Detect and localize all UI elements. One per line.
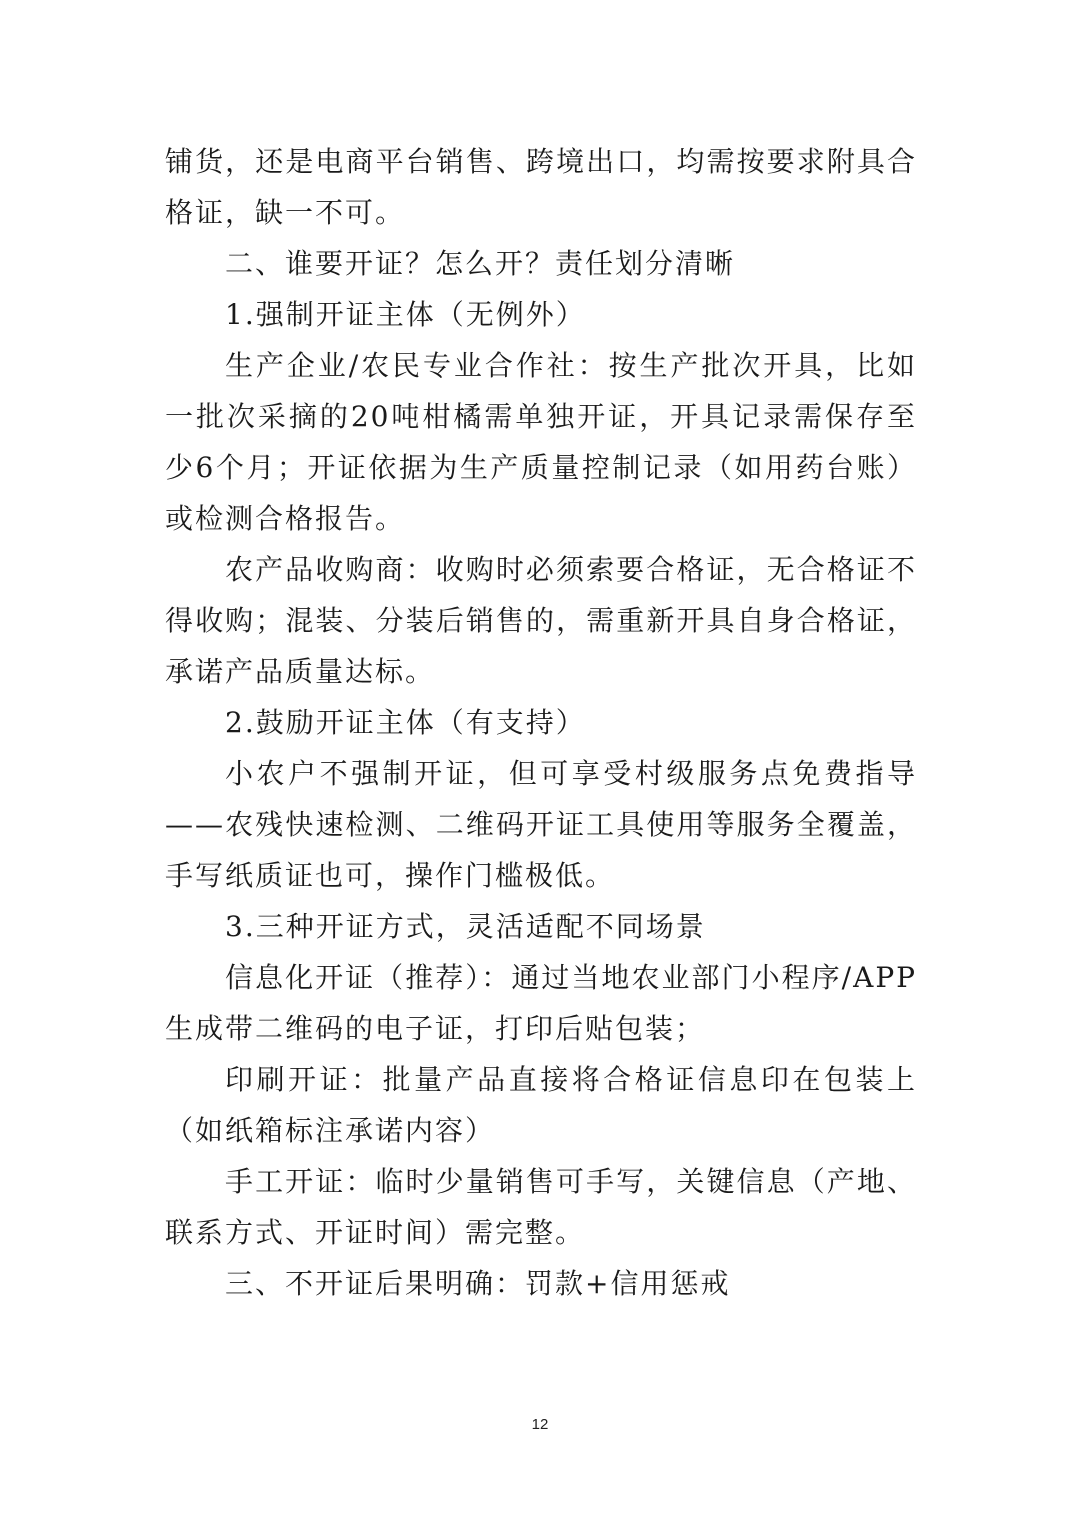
paragraph: 信息化开证（推荐）：通过当地农业部门小程序/APP生成带二维码的电子证，打印后贴包装； xyxy=(165,961,917,1045)
paragraph: 农产品收购商：收购时必须索要合格证，无合格证不得收购；混装、分装后销售的，需重新开具自身合格证，承诺产品质量达标。 xyxy=(165,553,917,688)
paragraph: 小农户不强制开证，但可享受村级服务点免费指导——农残快速检测、二维码开证工具使用等服务全覆盖，手写纸质证也可，操作门槛极低。 xyxy=(165,757,917,892)
paragraph: 二、谁要开证？怎么开？责任划分清晰 xyxy=(225,247,736,280)
paragraph: 2.鼓励开证主体（有支持） xyxy=(225,706,586,739)
paragraph: 3.三种开证方式，灵活适配不同场景 xyxy=(225,910,706,943)
paragraph: 印刷开证：批量产品直接将合格证信息印在包装上（如纸箱标注承诺内容） xyxy=(165,1063,917,1147)
document-body xyxy=(165,136,917,1309)
paragraph: 手工开证：临时少量销售可手写，关键信息（产地、联系方式、开证时间）需完整。 xyxy=(165,1165,917,1249)
paragraph: 生产企业/农民专业合作社：按生产批次开具，比如一批次采摘的20吨柑橘需单独开证，开具记录需保存至少6个月；开证依据为生产质量控制记录（如用药台账）或检测合格报告。 xyxy=(165,349,917,535)
page-number: 12 xyxy=(531,1416,549,1433)
paragraph: 铺货，还是电商平台销售、跨境出口，均需按要求附具合格证，缺一不可。 xyxy=(165,145,917,229)
paragraph: 1.强制开证主体（无例外） xyxy=(225,298,586,331)
paragraph: 三、不开证后果明确：罚款+信用惩戒 xyxy=(225,1267,731,1300)
